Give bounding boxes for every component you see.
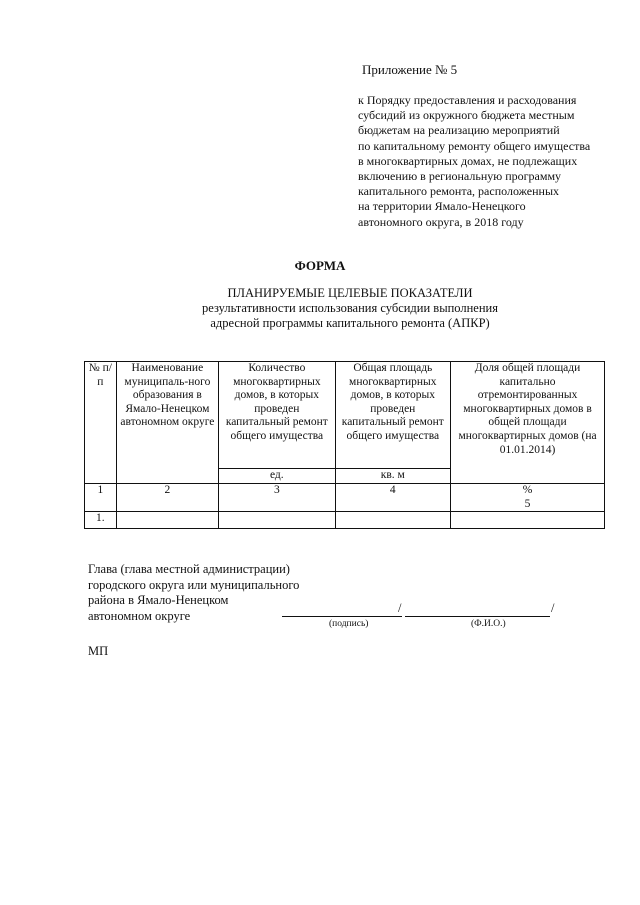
row-number: 1.	[85, 512, 117, 529]
column-index-percent	[451, 484, 605, 512]
annex-line: в многоквартирных домах, не подлежащих	[358, 153, 578, 168]
name-line	[405, 616, 550, 617]
signature-separator: /	[551, 601, 555, 615]
signatory-line: автономном округе	[88, 608, 191, 623]
annex-line: субсидий из окружного бюджета местным	[358, 108, 575, 123]
header-house-count: Количество многоквартирных домов, в которых проведен капитальный ремонт общего имущества	[219, 362, 335, 469]
annex-line: бюджетам на реализацию мероприятий	[358, 123, 560, 138]
subtitle-line: результативности использования субсидии выполнения	[202, 301, 498, 315]
unit-area: кв. м	[335, 469, 450, 484]
table-cell	[451, 512, 605, 529]
header-total-area: Общая площадь многоквартирных домов, в которых проведен капитальный ремонт общего имущества	[335, 362, 450, 469]
stamp-placeholder: МП	[88, 644, 109, 658]
unit-count: ед.	[219, 469, 335, 484]
unit-percent: %	[522, 484, 533, 496]
signature-caption: (подпись)	[329, 619, 369, 629]
table-cell	[335, 512, 450, 529]
annex-line: автономного округа, в 2018 году	[358, 214, 524, 229]
table-cell	[219, 512, 335, 529]
column-index: 2	[116, 484, 218, 512]
annex-line: капитального ремонта, расположенных	[358, 184, 560, 199]
annex-line: на территории Ямало-Ненецкого	[358, 199, 526, 214]
signatory-line: района в Ямало-Ненецком	[88, 593, 229, 607]
table-row	[85, 512, 605, 529]
header-area-share	[451, 362, 605, 484]
annex-title: Приложение № 5	[362, 62, 458, 77]
signatory-line: Глава (глава местной администрации)	[88, 562, 290, 576]
header-number: № п/п	[85, 362, 117, 484]
table-header-row	[85, 362, 605, 469]
header-area-share-text: Доля общей площади капитально отремонтированных многоквартирных домов в общей площади многоквартирных домов (на 01.01.2014)	[458, 362, 597, 456]
column-index: 1	[85, 484, 117, 512]
column-index-row	[85, 484, 605, 512]
subtitle-heading: ПЛАНИРУЕМЫЕ ЦЕЛЕВЫЕ ПОКАЗАТЕЛИ	[227, 286, 473, 300]
document-subtitle	[0, 286, 640, 331]
subtitle-line: адресной программы капитального ремонта (АПКР)	[210, 316, 490, 330]
signature-separator: /	[398, 601, 402, 615]
name-caption: (Ф.И.О.)	[471, 619, 506, 629]
annex-description	[358, 93, 633, 230]
annex-line: к Порядку предоставления и расходования	[358, 93, 577, 107]
signature-line	[282, 616, 402, 617]
table-cell	[116, 512, 218, 529]
header-municipality: Наименование муниципаль-ного образования в Ямало-Ненецком автономном округе	[116, 362, 218, 484]
form-title: ФОРМА	[294, 258, 346, 273]
annex-line: включению в региональную программу	[358, 169, 562, 184]
annex-line: по капитальному ремонту общего имущества	[358, 138, 591, 153]
signatory-line: городского округа или муниципального	[88, 577, 300, 592]
signatory-title	[88, 562, 299, 624]
column-index: 3	[219, 484, 335, 512]
column-index: 4	[335, 484, 450, 512]
column-index: 5	[524, 497, 531, 510]
indicators-table	[84, 361, 605, 529]
